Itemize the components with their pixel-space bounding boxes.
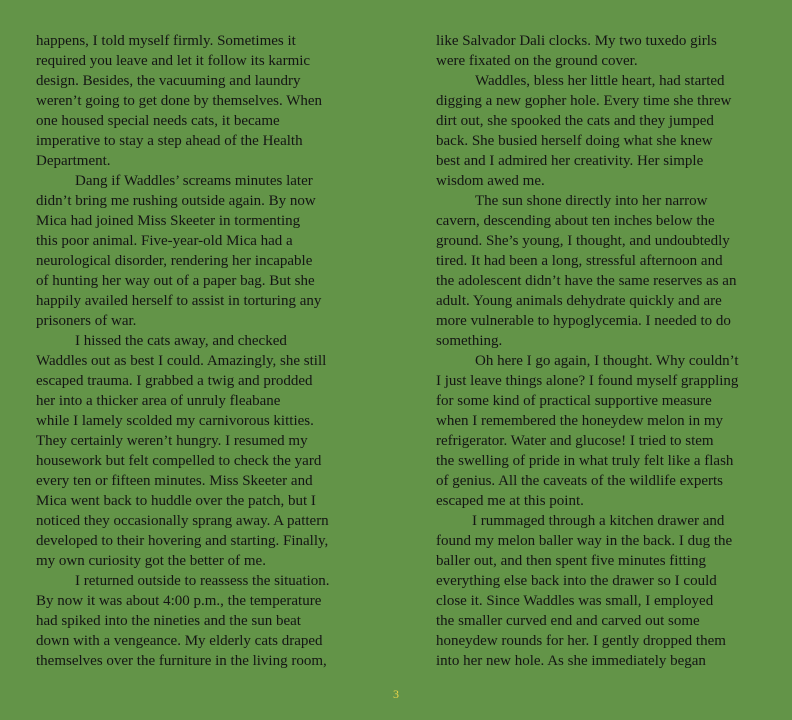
text-line: her into a thicker area of unruly fleabane	[36, 393, 281, 409]
text-line: tired. It had been a long, stressful afternoon and	[436, 253, 723, 269]
text-line: more vulnerable to hypoglycemia. I needed to do	[436, 313, 731, 329]
text-line: Waddles, bless her little heart, had started	[475, 73, 725, 89]
text-line: this poor animal. Five-year-old Mica had a	[36, 233, 293, 249]
text-line: escaped trauma. I grabbed a twig and prodded	[36, 373, 313, 389]
text-line: developed to their hovering and starting. Finally,	[36, 533, 329, 549]
text-line: into her new hole. As she immediately began	[436, 653, 706, 669]
text-line: I just leave things alone? I found myself grappling	[436, 373, 739, 389]
text-line: escaped me at this point.	[436, 493, 584, 509]
text-line: neurological disorder, rendering her incapable	[36, 253, 313, 269]
text-line: digging a new gopher hole. Every time she threw	[436, 93, 732, 109]
text-line: were fixated on the ground cover.	[436, 53, 638, 69]
text-line: didn’t bring me rushing outside again. By now	[36, 193, 316, 209]
text-line: the adolescent didn’t have the same reserves as an	[436, 273, 737, 289]
text-line: down with a vengeance. My elderly cats draped	[36, 633, 323, 649]
text-line: Dang if Waddles’ screams minutes later	[75, 173, 313, 189]
text-line: Department.	[36, 153, 111, 169]
text-line: refrigerator. Water and glucose! I tried to stem	[436, 433, 714, 449]
text-line: themselves over the furniture in the living room,	[36, 653, 327, 669]
text-line: I hissed the cats away, and checked	[75, 333, 287, 349]
text-line: prisoners of war.	[36, 313, 137, 329]
text-line: while I lamely scolded my carnivorous kitties.	[36, 413, 314, 429]
text-line: found my melon baller way in the back. I dug the	[436, 533, 733, 549]
text-line: By now it was about 4:00 p.m., the temperature	[36, 593, 322, 609]
text-line: imperative to stay a step ahead of the Health	[36, 133, 303, 149]
text-line: weren’t going to get done by themselves. When	[36, 93, 323, 109]
text-line: The sun shone directly into her narrow	[475, 193, 708, 209]
text-line: of hunting her way out of a paper bag. But she	[36, 273, 315, 289]
text-line: like Salvador Dali clocks. My two tuxedo girls	[436, 33, 717, 49]
text-line: baller out, and then spent five minutes fitting	[436, 553, 706, 569]
text-line: wisdom awed me.	[436, 173, 545, 189]
text-line: adult. Young animals dehydrate quickly and are	[436, 293, 722, 309]
text-line: They certainly weren’t hungry. I resumed my	[36, 433, 308, 449]
text-line: the swelling of pride in what truly felt like a flash	[436, 453, 734, 469]
text-line: Waddles out as best I could. Amazingly, she still	[36, 353, 327, 369]
left-text-column	[36, 31, 366, 671]
page-number: 3	[393, 687, 399, 701]
text-line: Mica had joined Miss Skeeter in tormenting	[36, 213, 301, 229]
text-line: my own curiosity got the better of me.	[36, 553, 266, 569]
text-line: I rummaged through a kitchen drawer and	[472, 513, 725, 529]
text-line: close it. Since Waddles was small, I employed	[436, 593, 714, 609]
text-line: best and I admired her creativity. Her simple	[436, 153, 704, 169]
text-line: Mica went back to huddle over the patch, but I	[36, 493, 316, 509]
text-line: happily availed herself to assist in torturing any	[36, 293, 322, 309]
text-line: something.	[436, 333, 503, 349]
text-line: of genius. All the caveats of the wildlife experts	[436, 473, 723, 489]
text-line: every ten or fifteen minutes. Miss Skeeter and	[36, 473, 313, 489]
text-line: happens, I told myself firmly. Sometimes it	[36, 33, 296, 49]
text-line: noticed they occasionally sprang away. A pattern	[36, 513, 329, 529]
text-line: design. Besides, the vacuuming and laundry	[36, 73, 301, 89]
text-line: honeydew rounds for her. I gently dropped them	[436, 633, 726, 649]
text-line: I returned outside to reassess the situation.	[75, 573, 330, 589]
text-line: had spiked into the nineties and the sun beat	[36, 613, 301, 629]
text-line: dirt out, she spooked the cats and they jumped	[436, 113, 714, 129]
text-line: for some kind of practical supportive measure	[436, 393, 712, 409]
text-line: Oh here I go again, I thought. Why couldn’t	[475, 353, 739, 369]
text-line: ground. She’s young, I thought, and undoubtedly	[436, 233, 730, 249]
text-line: cavern, descending about ten inches below the	[436, 213, 715, 229]
text-line: required you leave and let it follow its karmic	[36, 53, 311, 69]
right-text-column	[436, 31, 766, 671]
text-line: back. She busied herself doing what she knew	[436, 133, 713, 149]
text-line: the smaller curved end and carved out some	[436, 613, 700, 629]
text-line: everything else back into the drawer so I could	[436, 573, 717, 589]
text-line: when I remembered the honeydew melon in my	[436, 413, 723, 429]
text-line: housework but felt compelled to check the yard	[36, 453, 322, 469]
text-line: one housed special needs cats, it became	[36, 113, 280, 129]
